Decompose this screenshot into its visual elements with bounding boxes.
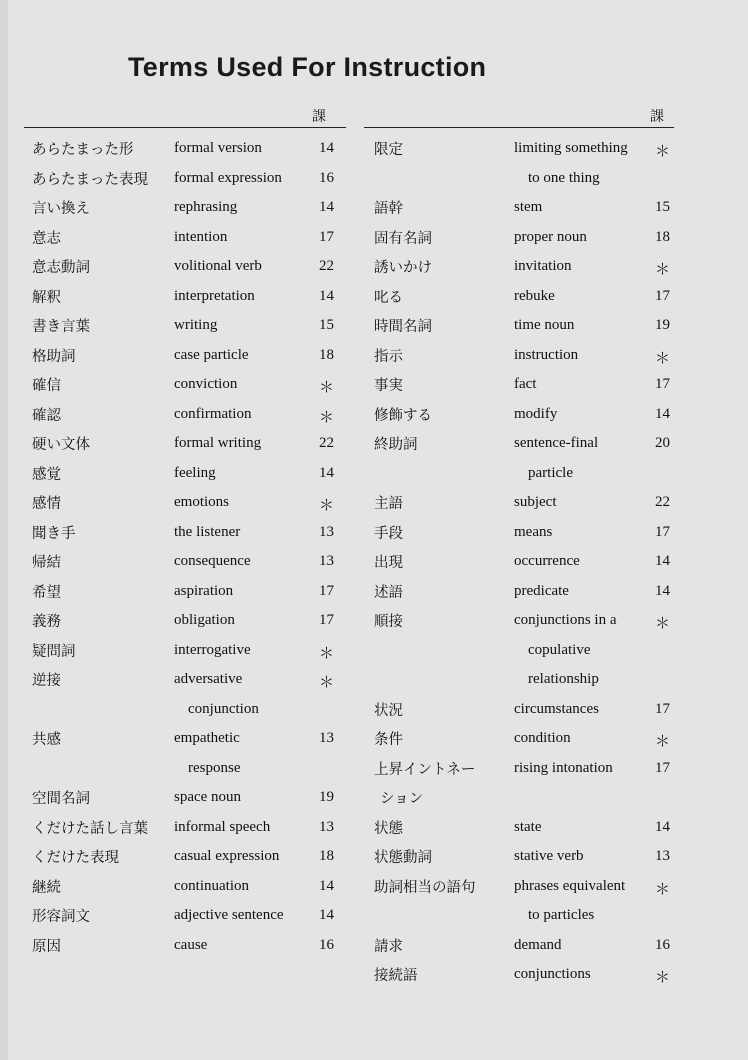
japanese-term: 状態動詞 (374, 850, 432, 866)
glossary-row (32, 191, 342, 221)
lesson-number: 19 (319, 789, 334, 805)
english-term: to particles (528, 907, 595, 923)
lesson-number: 13 (319, 523, 334, 540)
japanese-term: 叱る (374, 289, 403, 306)
lesson-number: 22 (319, 258, 334, 274)
glossary-row (32, 870, 342, 900)
lesson-number: ＊ (318, 498, 334, 514)
english-term: interrogative (174, 641, 251, 658)
lesson-number: 14 (319, 464, 334, 481)
lesson-number: 17 (319, 612, 334, 628)
english-term: stem (514, 199, 543, 215)
english-term: casual expression (174, 848, 280, 864)
glossary-row (32, 339, 342, 369)
japanese-term: 語幹 (374, 201, 403, 217)
lesson-number: 17 (655, 376, 670, 392)
english-term: emotions (174, 494, 229, 510)
english-term: obligation (174, 612, 235, 628)
lesson-number: 14 (655, 818, 670, 835)
japanese-term: ション (380, 791, 424, 807)
english-term: condition (514, 730, 571, 746)
glossary-row (32, 457, 342, 487)
english-term: volitional verb (174, 258, 262, 274)
english-term: adjective sentence (174, 907, 284, 923)
english-term: fact (514, 376, 537, 392)
english-term: cause (174, 936, 208, 953)
glossary-row (32, 132, 342, 162)
english-term: the listener (174, 523, 241, 540)
lesson-number: 18 (319, 848, 334, 864)
lesson-number: 13 (319, 818, 334, 835)
lesson-number: 16 (319, 936, 334, 953)
header-rule-left (24, 127, 346, 128)
japanese-term: 手段 (374, 525, 403, 542)
english-term: conviction (174, 376, 238, 392)
glossary-row (32, 280, 342, 310)
english-term: modify (514, 405, 558, 422)
lesson-number: ＊ (654, 616, 670, 632)
glossary-row (32, 221, 342, 251)
english-term: subject (514, 494, 557, 510)
lesson-number: 20 (655, 435, 670, 451)
lesson-number: 17 (655, 287, 670, 304)
english-term: writing (174, 317, 218, 333)
japanese-term: 解釈 (32, 289, 61, 306)
japanese-term: 請求 (374, 938, 403, 955)
english-term: sentence-final (514, 435, 599, 451)
lesson-number: 14 (319, 877, 334, 894)
japanese-term: 形容詞文 (32, 909, 90, 925)
glossary-row (374, 280, 674, 310)
glossary-row (32, 250, 342, 280)
japanese-term: 状態 (374, 820, 403, 837)
english-term: proper noun (514, 228, 587, 245)
japanese-term: 原因 (32, 938, 61, 955)
japanese-term: 格助詞 (32, 348, 76, 365)
lesson-number: 15 (319, 317, 334, 333)
japanese-term: 上昇イントネー (374, 761, 476, 778)
english-term: to one thing (528, 169, 600, 186)
glossary-row (32, 722, 342, 752)
english-term: response (188, 759, 241, 776)
english-term: formal writing (174, 435, 262, 451)
japanese-term: 誘いかけ (374, 260, 432, 276)
japanese-term: 指示 (374, 348, 403, 365)
japanese-term: 帰結 (32, 555, 61, 571)
english-term: conjunctions in a (514, 612, 617, 628)
lesson-number: 17 (319, 228, 334, 245)
glossary-row (32, 663, 342, 693)
english-term: time noun (514, 317, 575, 333)
japanese-term: 意志動詞 (32, 260, 90, 276)
header-rule-right (364, 127, 674, 128)
english-term: demand (514, 936, 562, 953)
lesson-number: ＊ (318, 409, 334, 426)
glossary-row (32, 634, 342, 664)
lesson-number: 14 (319, 287, 334, 304)
japanese-term: 共感 (32, 732, 61, 748)
japanese-term: くだけた表現 (32, 850, 119, 866)
english-term: intention (174, 228, 228, 245)
japanese-term: あらたまった表現 (32, 171, 148, 188)
japanese-term: 修飾する (374, 407, 432, 424)
lesson-column-header-left: 課 (312, 109, 326, 125)
lesson-number: 14 (319, 140, 334, 156)
english-term: relationship (528, 671, 599, 687)
glossary-row (374, 368, 674, 398)
japanese-term: 聞き手 (32, 525, 76, 542)
lesson-number: 22 (655, 494, 670, 510)
glossary-row (374, 457, 674, 487)
japanese-term: くだけた話し言葉 (32, 820, 148, 837)
lesson-number: 16 (319, 169, 334, 186)
english-term: case particle (174, 346, 249, 363)
glossary-row (374, 398, 674, 428)
lesson-number: 13 (319, 730, 334, 746)
glossary-row (32, 781, 342, 811)
glossary-row (374, 250, 674, 280)
glossary-row (374, 486, 674, 516)
glossary-row (374, 899, 674, 929)
japanese-term: 空間名詞 (32, 791, 90, 807)
japanese-term: 継続 (32, 879, 61, 896)
lesson-number: 19 (655, 317, 670, 333)
glossary-row (374, 545, 674, 575)
glossary-row (374, 811, 674, 841)
lesson-number: 14 (319, 199, 334, 215)
lesson-number: ＊ (654, 350, 670, 367)
japanese-term: 時間名詞 (374, 319, 432, 335)
english-term: phrases equivalent (514, 877, 626, 894)
glossary-row (374, 781, 674, 811)
english-term: invitation (514, 258, 572, 274)
english-term: formal expression (174, 169, 282, 186)
glossary-row (374, 840, 674, 870)
english-term: instruction (514, 346, 579, 363)
english-term: interpretation (174, 287, 255, 304)
english-term: copulative (528, 641, 591, 658)
lesson-number: 17 (319, 582, 334, 599)
lesson-number: 13 (655, 848, 670, 864)
english-term: consequence (174, 553, 251, 569)
glossary-row (32, 309, 342, 339)
japanese-term: 限定 (374, 142, 403, 158)
japanese-term: 述語 (374, 584, 403, 601)
lesson-number: 14 (655, 582, 670, 599)
japanese-term: 確認 (32, 407, 61, 424)
lesson-number: ＊ (654, 970, 670, 986)
japanese-term: 固有名詞 (374, 230, 432, 247)
glossary-row (32, 398, 342, 428)
english-term: informal speech (174, 818, 271, 835)
glossary-row (32, 368, 342, 398)
english-term: formal version (174, 140, 262, 156)
lesson-number: 17 (655, 759, 670, 776)
lesson-number: ＊ (654, 881, 670, 898)
page-title: Terms Used For Instruction (128, 52, 487, 82)
glossary-row (374, 634, 674, 664)
lesson-number: 15 (655, 199, 670, 215)
lesson-column-header-right: 課 (650, 109, 664, 125)
english-term: means (514, 523, 553, 540)
english-term: confirmation (174, 405, 252, 422)
english-term: feeling (174, 464, 216, 481)
japanese-term: 終助詞 (374, 437, 418, 453)
glossary-row (32, 604, 342, 634)
glossary-row (374, 162, 674, 192)
glossary-row (374, 427, 674, 457)
book-page (8, 0, 748, 1060)
glossary-row (32, 929, 342, 959)
glossary-row (374, 191, 674, 221)
glossary-row (374, 516, 674, 546)
glossary-column-right (374, 132, 674, 988)
english-term: particle (528, 464, 573, 481)
japanese-term: 状況 (374, 702, 403, 719)
lesson-number: 13 (319, 553, 334, 569)
japanese-term: 主語 (374, 496, 403, 512)
japanese-term: 接続語 (374, 968, 418, 984)
japanese-term: 条件 (374, 732, 403, 748)
glossary-row (32, 427, 342, 457)
english-term: adversative (174, 671, 243, 687)
japanese-term: 義務 (32, 614, 61, 630)
japanese-term: 疑問詞 (32, 643, 76, 660)
glossary-row (32, 545, 342, 575)
lesson-number: 14 (655, 553, 670, 569)
glossary-row (32, 575, 342, 605)
japanese-term: あらたまった形 (32, 142, 134, 158)
japanese-term: 逆接 (32, 673, 61, 689)
english-term: rebuke (514, 287, 555, 304)
japanese-term: 事実 (374, 378, 403, 394)
lesson-number: ＊ (654, 262, 670, 278)
glossary-row (374, 604, 674, 634)
lesson-number: 17 (655, 523, 670, 540)
lesson-number: ＊ (318, 380, 334, 396)
english-term: rephrasing (174, 199, 238, 215)
glossary-row (374, 339, 674, 369)
japanese-term: 感覚 (32, 466, 61, 483)
japanese-term: 助詞相当の語句 (374, 879, 476, 896)
glossary-row (374, 693, 674, 723)
lesson-number: ＊ (318, 645, 334, 662)
glossary-row (32, 899, 342, 929)
lesson-number: 17 (655, 700, 670, 717)
glossary-row (374, 752, 674, 782)
japanese-term: 順接 (374, 614, 403, 630)
glossary-row (32, 752, 342, 782)
english-term: limiting something (514, 140, 628, 156)
japanese-term: 確信 (32, 378, 61, 394)
english-term: occurrence (514, 553, 580, 569)
lesson-number: 18 (655, 228, 670, 245)
glossary-row (374, 722, 674, 752)
glossary-row (374, 958, 674, 988)
glossary-row (374, 870, 674, 900)
english-term: conjunctions (514, 966, 591, 982)
japanese-term: 出現 (374, 555, 403, 571)
glossary-row (32, 840, 342, 870)
glossary-row (32, 162, 342, 192)
glossary-row (32, 486, 342, 516)
english-term: aspiration (174, 582, 234, 599)
glossary-column-left (32, 132, 342, 958)
glossary-row (32, 693, 342, 723)
glossary-row (374, 929, 674, 959)
glossary-row (374, 663, 674, 693)
japanese-term: 希望 (32, 584, 61, 601)
japanese-term: 意志 (32, 230, 61, 247)
lesson-number: 22 (319, 435, 334, 451)
lesson-number: 14 (655, 405, 670, 422)
lesson-number: 16 (655, 936, 670, 953)
glossary-row (32, 516, 342, 546)
lesson-number: ＊ (654, 734, 670, 750)
english-term: empathetic (174, 730, 240, 746)
japanese-term: 感情 (32, 496, 61, 512)
english-term: conjunction (188, 700, 259, 717)
lesson-number: 18 (319, 346, 334, 363)
english-term: stative verb (514, 848, 584, 864)
glossary-row (374, 132, 674, 162)
glossary-row (374, 575, 674, 605)
glossary-row (374, 309, 674, 339)
lesson-number: 14 (319, 907, 334, 923)
english-term: continuation (174, 877, 249, 894)
english-term: space noun (174, 789, 242, 805)
english-term: circumstances (514, 700, 599, 717)
english-term: rising intonation (514, 759, 613, 776)
japanese-term: 書き言葉 (32, 319, 90, 335)
japanese-term: 言い換え (32, 201, 90, 217)
lesson-number: ＊ (654, 144, 670, 160)
japanese-term: 硬い文体 (32, 437, 90, 453)
glossary-row (32, 811, 342, 841)
lesson-number: ＊ (318, 675, 334, 691)
glossary-row (374, 221, 674, 251)
english-term: state (514, 818, 542, 835)
english-term: predicate (514, 582, 569, 599)
